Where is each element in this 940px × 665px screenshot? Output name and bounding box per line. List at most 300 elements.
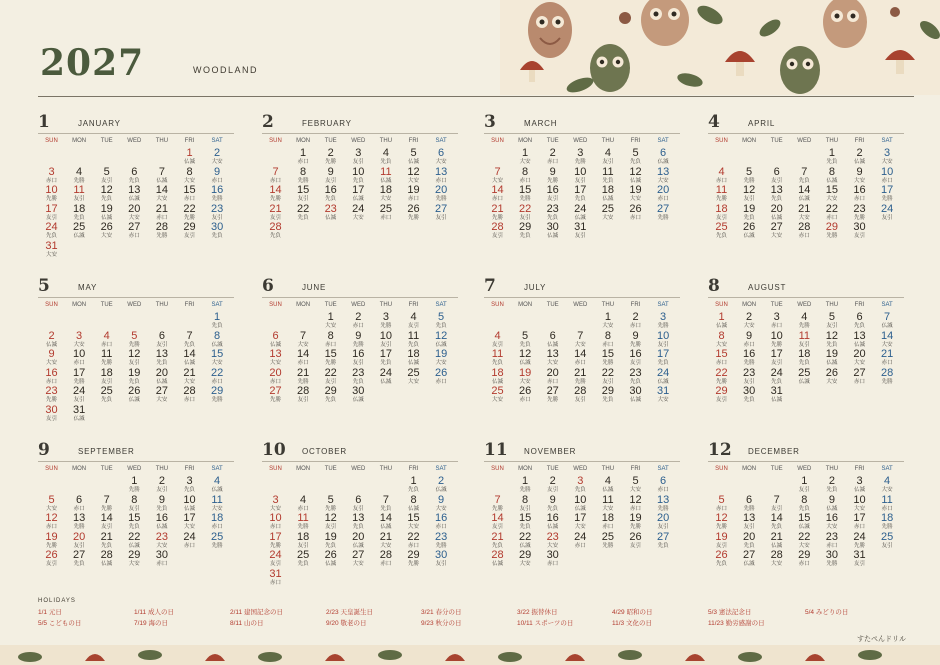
rokuyo-label: 先勝 xyxy=(73,378,85,385)
day-number: 3 xyxy=(355,147,362,159)
rokuyo-label: 先負 xyxy=(101,397,113,404)
day-cell xyxy=(38,221,65,239)
rokuyo-label: 友引 xyxy=(881,214,893,221)
day-cell xyxy=(512,330,539,348)
rokuyo-label: 友引 xyxy=(73,196,85,203)
rokuyo-label: 仏滅 xyxy=(519,542,531,549)
day-cell xyxy=(317,367,344,385)
day-cell xyxy=(567,330,594,348)
rokuyo-label: 大安 xyxy=(798,214,810,221)
day-cell xyxy=(594,184,621,202)
rokuyo-label: 大安 xyxy=(657,397,669,404)
day-number: 21 xyxy=(491,530,504,543)
day-number: 16 xyxy=(629,348,642,361)
day-number: 6 xyxy=(660,147,667,159)
rokuyo-label: 先勝 xyxy=(743,505,755,512)
day-cell xyxy=(93,512,120,530)
month-august xyxy=(708,276,904,431)
weekday-label: SAT xyxy=(211,138,223,144)
day-cell xyxy=(763,166,790,184)
day-number: 23 xyxy=(45,385,58,398)
day-number: 21 xyxy=(379,530,393,543)
rokuyo-label: 友引 xyxy=(101,177,113,184)
day-cell xyxy=(345,348,372,366)
day-cell xyxy=(874,475,901,493)
day-number: 12 xyxy=(45,512,58,525)
month-name: JUNE xyxy=(302,283,327,292)
rokuyo-label: 赤口 xyxy=(211,177,223,184)
day-cell xyxy=(484,166,511,184)
day-cell xyxy=(317,147,344,165)
day-number: 13 xyxy=(546,348,559,361)
day-number: 16 xyxy=(155,512,169,525)
day-cell xyxy=(622,512,649,530)
day-cell xyxy=(428,203,455,221)
day-cell xyxy=(594,311,621,329)
day-number: 7 xyxy=(577,329,584,342)
rokuyo-label: 先負 xyxy=(574,196,586,203)
day-cell xyxy=(428,330,455,348)
day-cell xyxy=(484,385,511,403)
weekday-label: THU xyxy=(155,302,169,308)
day-number: 21 xyxy=(155,202,169,215)
day-cell xyxy=(567,221,594,239)
day-cell xyxy=(372,531,399,549)
day-number: 10 xyxy=(656,329,670,342)
day-cell xyxy=(38,166,65,184)
holiday-entry: 3/21 春分の日 xyxy=(421,609,462,616)
rokuyo-label: 友引 xyxy=(771,177,783,184)
weekday-label: SAT xyxy=(881,302,893,308)
weekday-label: FRI xyxy=(630,138,641,144)
holiday-entry: 7/19 海の日 xyxy=(134,620,168,627)
weekday-label: WED xyxy=(573,466,588,472)
day-cell xyxy=(121,184,148,202)
rokuyo-label: 先勝 xyxy=(101,505,113,512)
rokuyo-label: 先勝 xyxy=(491,214,503,221)
day-number: 18 xyxy=(296,530,310,543)
rokuyo-label: 先勝 xyxy=(629,524,641,531)
day-cell xyxy=(262,568,289,586)
rokuyo-label: 先勝 xyxy=(853,542,865,549)
weekday-label: THU xyxy=(379,466,393,472)
rokuyo-label: 大安 xyxy=(629,487,641,493)
day-number: 17 xyxy=(269,530,282,543)
weekday-label: SUN xyxy=(269,302,282,308)
day-number: 17 xyxy=(72,366,86,379)
day-cell xyxy=(708,549,735,567)
weekday-label: SAT xyxy=(881,466,893,472)
day-cell xyxy=(650,311,677,329)
day-number: 13 xyxy=(853,329,866,342)
day-cell xyxy=(484,512,511,530)
day-number: 11 xyxy=(297,512,309,525)
holidays-heading: HOLIDAYS xyxy=(38,598,76,604)
day-cell xyxy=(791,203,818,221)
day-number: 23 xyxy=(352,366,365,379)
month-number: 6 xyxy=(262,276,274,296)
day-cell xyxy=(428,147,455,165)
day-cell xyxy=(791,531,818,549)
rokuyo-label: 赤口 xyxy=(547,378,559,385)
day-number: 4 xyxy=(718,165,725,178)
day-cell xyxy=(539,203,566,221)
day-number: 7 xyxy=(186,329,193,342)
day-number: 7 xyxy=(494,493,501,506)
day-number: 5 xyxy=(828,311,835,323)
rokuyo-label: 大安 xyxy=(297,341,309,348)
day-cell xyxy=(539,531,566,549)
weekday-label: FRI xyxy=(408,302,419,308)
rokuyo-label: 友引 xyxy=(128,505,140,512)
rokuyo-label: 先勝 xyxy=(269,397,281,404)
rokuyo-label: 大安 xyxy=(156,542,168,549)
day-cell xyxy=(93,348,120,366)
month-name: JULY xyxy=(524,283,547,292)
day-number: 14 xyxy=(491,512,504,525)
day-number: 7 xyxy=(382,493,389,506)
day-cell xyxy=(176,531,203,549)
day-number: 9 xyxy=(355,329,362,342)
day-number: 18 xyxy=(601,184,615,197)
rokuyo-label: 先負 xyxy=(407,487,419,493)
day-number: 17 xyxy=(352,184,365,197)
weekday-label: WED xyxy=(797,138,812,144)
day-cell xyxy=(38,385,65,403)
rokuyo-label: 先負 xyxy=(771,524,783,531)
rokuyo-label: 先勝 xyxy=(547,397,559,404)
holiday-entry: 5/4 みどりの日 xyxy=(805,609,849,616)
day-number: 8 xyxy=(604,329,611,342)
day-cell xyxy=(176,512,203,530)
day-number: 2 xyxy=(438,475,445,487)
day-cell xyxy=(539,348,566,366)
day-cell xyxy=(650,367,677,385)
rokuyo-label: 先勝 xyxy=(325,159,337,165)
day-cell xyxy=(38,531,65,549)
day-cell xyxy=(791,184,818,202)
day-number: 13 xyxy=(128,184,141,197)
day-cell xyxy=(262,203,289,221)
day-cell xyxy=(317,549,344,567)
day-cell xyxy=(736,221,763,239)
weekday-label: MON xyxy=(518,302,533,308)
day-number: 22 xyxy=(407,530,420,543)
rokuyo-label: 友引 xyxy=(657,341,669,348)
day-number: 14 xyxy=(155,184,169,197)
day-cell xyxy=(176,203,203,221)
day-cell xyxy=(484,203,511,221)
weekday-label: FRI xyxy=(854,466,865,472)
day-number: 11 xyxy=(380,165,392,178)
rokuyo-label: 先負 xyxy=(826,159,838,165)
day-cell xyxy=(539,385,566,403)
weekday-label: SAT xyxy=(211,466,223,472)
weekday-label: MON xyxy=(742,138,757,144)
day-number: 27 xyxy=(656,202,670,215)
rokuyo-label: 先勝 xyxy=(211,542,223,549)
day-cell xyxy=(539,184,566,202)
day-number: 1 xyxy=(522,475,529,487)
day-cell xyxy=(148,494,175,512)
day-cell xyxy=(38,494,65,512)
holiday-entry: 4/29 昭和の日 xyxy=(612,609,653,616)
rokuyo-label: 赤口 xyxy=(519,177,531,184)
day-number: 16 xyxy=(742,348,756,361)
day-cell xyxy=(262,330,289,348)
rokuyo-label: 大安 xyxy=(45,252,57,258)
rokuyo-label: 赤口 xyxy=(269,580,281,586)
rokuyo-label: 先勝 xyxy=(657,323,669,329)
rokuyo-label: 仏滅 xyxy=(602,487,614,493)
day-number: 6 xyxy=(549,329,556,342)
day-number: 1 xyxy=(828,147,835,159)
day-number: 25 xyxy=(72,221,86,234)
rokuyo-label: 先勝 xyxy=(629,341,641,348)
rokuyo-label: 大安 xyxy=(491,397,503,404)
month-divider xyxy=(484,133,680,134)
brand-label: すたぺんドリル xyxy=(857,636,906,643)
day-number: 5 xyxy=(718,493,725,506)
day-cell xyxy=(93,367,120,385)
day-cell xyxy=(317,494,344,512)
day-number: 15 xyxy=(210,348,224,361)
rokuyo-label: 大安 xyxy=(771,561,783,568)
holiday-entry: 11/23 勤労感謝の日 xyxy=(708,620,765,627)
day-cell xyxy=(176,494,203,512)
rokuyo-label: 大安 xyxy=(435,360,447,367)
rokuyo-label: 友引 xyxy=(629,542,641,549)
day-number: 6 xyxy=(773,165,780,178)
day-number: 25 xyxy=(491,385,504,398)
day-number: 27 xyxy=(742,549,756,562)
day-number: 29 xyxy=(407,549,420,562)
rokuyo-label: 大安 xyxy=(101,233,113,240)
rokuyo-label: 先負 xyxy=(297,561,309,568)
weekday-label: SUN xyxy=(45,138,58,144)
day-cell xyxy=(345,512,372,530)
day-cell xyxy=(594,147,621,165)
day-cell xyxy=(846,221,873,239)
month-number: 3 xyxy=(484,112,496,132)
rokuyo-label: 赤口 xyxy=(629,214,641,221)
weekday-label: MON xyxy=(518,138,533,144)
day-cell xyxy=(176,385,203,403)
rokuyo-label: 仏滅 xyxy=(853,487,865,493)
rokuyo-label: 赤口 xyxy=(269,524,281,531)
day-cell xyxy=(594,512,621,530)
day-number: 11 xyxy=(73,184,85,197)
rokuyo-label: 友引 xyxy=(715,542,727,549)
day-cell xyxy=(512,166,539,184)
month-divider xyxy=(708,461,904,462)
rokuyo-label: 先負 xyxy=(407,341,419,348)
rokuyo-label: 先負 xyxy=(211,233,223,240)
day-number: 20 xyxy=(853,348,866,361)
day-number: 9 xyxy=(327,165,334,178)
rokuyo-label: 先勝 xyxy=(602,542,614,549)
rokuyo-label: 仏滅 xyxy=(183,505,195,512)
rokuyo-label: 仏滅 xyxy=(574,505,586,512)
rokuyo-label: 仏滅 xyxy=(325,561,337,568)
day-cell xyxy=(818,494,845,512)
day-number: 25 xyxy=(407,366,420,379)
day-cell xyxy=(846,166,873,184)
day-number: 6 xyxy=(158,329,165,342)
rokuyo-label: 仏滅 xyxy=(881,323,893,329)
rokuyo-label: 赤口 xyxy=(629,505,641,512)
day-cell xyxy=(400,166,427,184)
holiday-entry: 1/1 元日 xyxy=(38,609,62,616)
rokuyo-label: 先勝 xyxy=(602,360,614,367)
month-november xyxy=(484,440,680,595)
month-name: NOVEMBER xyxy=(524,447,577,456)
day-number: 10 xyxy=(183,493,196,506)
day-cell xyxy=(791,166,818,184)
rokuyo-label: 友引 xyxy=(269,214,281,221)
day-number: 2 xyxy=(158,475,165,487)
day-number: 17 xyxy=(574,184,587,197)
day-cell xyxy=(317,348,344,366)
rokuyo-label: 赤口 xyxy=(269,378,281,385)
rokuyo-label: 仏滅 xyxy=(547,524,559,531)
day-cell xyxy=(650,147,677,165)
day-number: 11 xyxy=(491,348,504,361)
day-number: 22 xyxy=(324,366,337,379)
rokuyo-label: 先負 xyxy=(128,378,140,385)
day-cell xyxy=(622,494,649,512)
day-cell xyxy=(650,348,677,366)
day-number: 18 xyxy=(798,348,811,361)
day-number: 28 xyxy=(798,221,811,234)
weekday-label: SAT xyxy=(881,138,893,144)
weekday-label: MON xyxy=(72,466,87,472)
day-cell xyxy=(708,311,735,329)
rokuyo-label: 先負 xyxy=(269,233,281,240)
day-cell xyxy=(594,475,621,493)
rokuyo-label: 先負 xyxy=(629,159,641,165)
rokuyo-label: 先負 xyxy=(101,196,113,203)
day-number: 29 xyxy=(324,385,337,398)
day-cell xyxy=(512,475,539,493)
rokuyo-label: 赤口 xyxy=(519,397,531,404)
day-number: 15 xyxy=(407,512,420,525)
rokuyo-label: 大安 xyxy=(881,341,893,348)
day-number: 10 xyxy=(379,329,393,342)
day-cell xyxy=(763,221,790,239)
day-number: 28 xyxy=(491,221,504,234)
day-number: 20 xyxy=(155,366,169,379)
day-number: 16 xyxy=(825,512,839,525)
rokuyo-label: 赤口 xyxy=(297,159,309,165)
rokuyo-label: 友引 xyxy=(407,323,419,329)
day-cell xyxy=(594,531,621,549)
day-number: 24 xyxy=(45,221,58,234)
rokuyo-label: 友引 xyxy=(435,214,447,221)
day-number: 3 xyxy=(773,311,780,323)
day-number: 12 xyxy=(825,329,839,342)
day-number: 20 xyxy=(656,512,670,525)
rokuyo-label: 先勝 xyxy=(715,378,727,385)
month-number: 4 xyxy=(708,112,720,132)
rokuyo-label: 先負 xyxy=(602,397,614,404)
day-number: 18 xyxy=(491,366,504,379)
day-cell xyxy=(428,549,455,567)
day-number: 24 xyxy=(72,385,86,398)
day-number: 25 xyxy=(798,366,811,379)
rokuyo-label: 赤口 xyxy=(798,561,810,568)
day-cell xyxy=(428,348,455,366)
day-cell xyxy=(512,147,539,165)
day-cell xyxy=(846,330,873,348)
day-cell xyxy=(736,184,763,202)
rokuyo-label: 大安 xyxy=(352,214,364,221)
owl-icon xyxy=(590,44,630,92)
day-cell xyxy=(791,348,818,366)
day-number: 12 xyxy=(518,348,532,361)
rokuyo-label: 先負 xyxy=(629,378,641,385)
day-number: 11 xyxy=(881,493,893,506)
rokuyo-label: 大安 xyxy=(352,561,364,568)
rokuyo-label: 赤口 xyxy=(156,561,168,568)
day-number: 1 xyxy=(604,311,611,323)
rokuyo-label: 赤口 xyxy=(269,177,281,184)
rokuyo-label: 仏滅 xyxy=(128,196,140,203)
weekday-label: THU xyxy=(825,138,839,144)
rokuyo-label: 赤口 xyxy=(881,505,893,512)
rokuyo-label: 先負 xyxy=(156,360,168,367)
day-cell xyxy=(650,494,677,512)
rokuyo-label: 大安 xyxy=(45,505,57,512)
rokuyo-label: 先負 xyxy=(101,542,113,549)
day-number: 13 xyxy=(742,512,756,525)
rokuyo-label: 先勝 xyxy=(547,177,559,184)
rokuyo-label: 先負 xyxy=(547,505,559,512)
day-cell xyxy=(121,494,148,512)
rokuyo-label: 赤口 xyxy=(715,505,727,512)
day-number: 24 xyxy=(880,202,894,215)
day-cell xyxy=(539,221,566,239)
rokuyo-label: 大安 xyxy=(128,214,140,221)
month-name: FEBRUARY xyxy=(302,119,352,128)
day-cell xyxy=(763,549,790,567)
rokuyo-label: 大安 xyxy=(853,177,865,184)
day-cell xyxy=(484,330,511,348)
weekday-label: TUE xyxy=(546,302,559,308)
day-cell xyxy=(148,549,175,567)
rokuyo-label: 仏滅 xyxy=(743,561,755,568)
day-cell xyxy=(372,203,399,221)
rokuyo-label: 仏滅 xyxy=(826,505,838,512)
day-cell xyxy=(204,494,231,512)
day-number: 22 xyxy=(518,202,532,215)
day-number: 18 xyxy=(407,348,420,361)
day-cell xyxy=(93,203,120,221)
day-cell xyxy=(622,367,649,385)
day-number: 26 xyxy=(629,202,642,215)
rokuyo-label: 赤口 xyxy=(435,378,447,385)
day-cell xyxy=(763,330,790,348)
day-cell xyxy=(345,367,372,385)
rokuyo-label: 先勝 xyxy=(101,360,113,367)
day-cell xyxy=(121,367,148,385)
day-number: 5 xyxy=(632,147,639,159)
day-number: 22 xyxy=(296,202,310,215)
day-cell xyxy=(736,203,763,221)
day-number: 11 xyxy=(715,184,728,197)
day-cell xyxy=(539,147,566,165)
day-cell xyxy=(791,494,818,512)
